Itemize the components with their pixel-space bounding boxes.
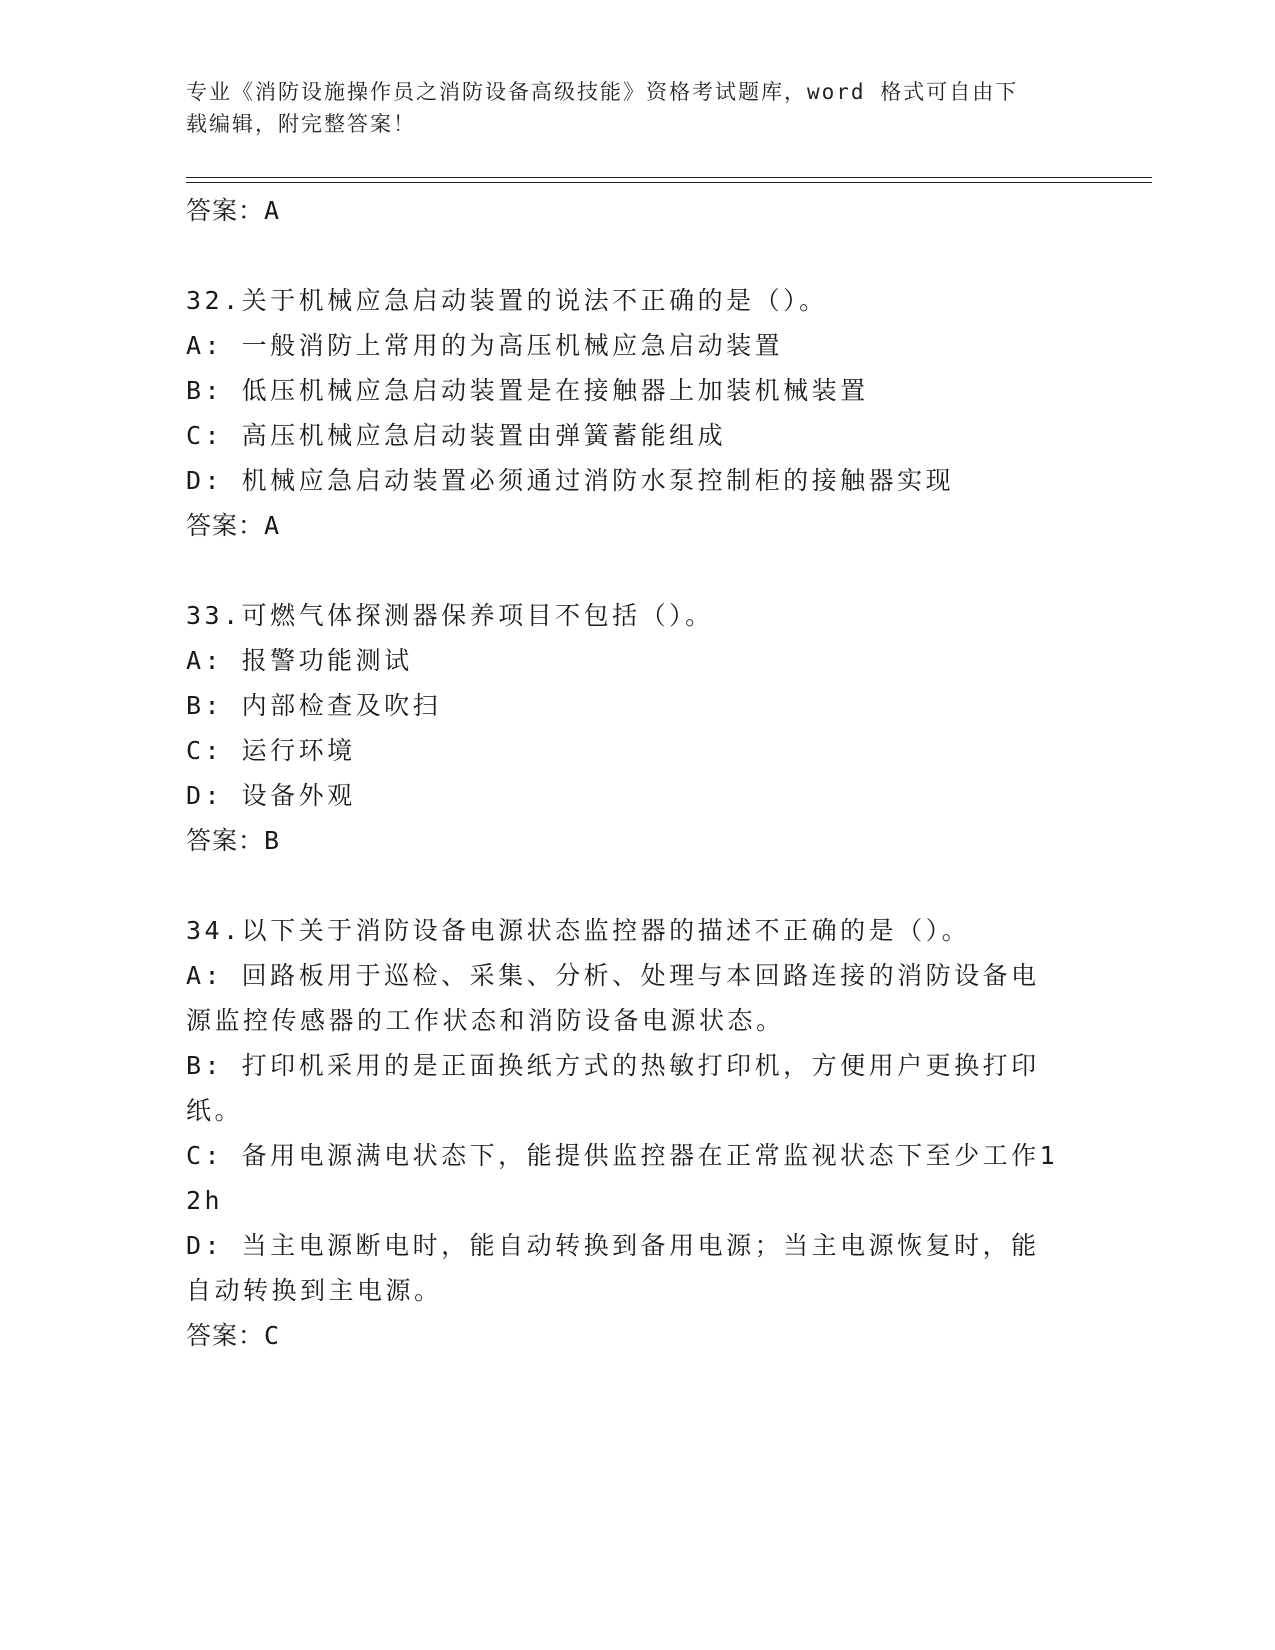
option-a: A: 报警功能测试 (186, 646, 413, 675)
option-a: A: 回路板用于巡检、采集、分析、处理与本回路连接的消防设备电源监控传感器的工作状态和消防设备电源状态。 (186, 961, 1040, 1035)
answer-line: 答案：A (186, 511, 281, 540)
question-32 (186, 278, 1086, 549)
question-list (186, 188, 1086, 1359)
answer-line: 答案：A (186, 196, 281, 225)
option-b: B: 打印机采用的是正面换纸方式的热敏打印机，方便用户更换打印纸。 (186, 1051, 1040, 1125)
option-d: D: 设备外观 (186, 781, 356, 810)
option-d: D: 当主电源断电时，能自动转换到备用电源；当主电源恢复时，能自动转换到主电源。 (186, 1231, 1040, 1305)
option-c: C: 备用电源满电状态下，能提供监控器在正常监视状态下至少工作12h (186, 1141, 1059, 1215)
question-stem: 34.以下关于消防设备电源状态监控器的描述不正确的是（）。 (186, 916, 971, 945)
option-c: C: 高压机械应急启动装置由弹簧蓄能组成 (186, 421, 727, 450)
option-b: B: 低压机械应急启动装置是在接触器上加装机械装置 (186, 376, 869, 405)
header-line-2: 载编辑，附完整答案！ (186, 112, 416, 136)
answer-line: 答案：C (186, 1321, 281, 1350)
answer-line: 答案：B (186, 826, 281, 855)
header-divider-bottom (186, 182, 1152, 183)
header-line-1: 专业《消防设施操作员之消防设备高级技能》资格考试题库，word 格式可自由下 (186, 80, 1019, 104)
question-34 (186, 908, 1086, 1359)
option-b: B: 内部检查及吹扫 (186, 691, 442, 720)
document-header (186, 76, 1066, 140)
question-33 (186, 593, 1086, 864)
question-stem: 32.关于机械应急启动装置的说法不正确的是（）。 (186, 286, 828, 315)
option-d: D: 机械应急启动装置必须通过消防水泵控制柜的接触器实现 (186, 466, 955, 495)
question-stem: 33.可燃气体探测器保养项目不包括（）。 (186, 601, 714, 630)
option-c: C: 运行环境 (186, 736, 356, 765)
option-a: A: 一般消防上常用的为高压机械应急启动装置 (186, 331, 784, 360)
header-divider-top (186, 177, 1152, 178)
